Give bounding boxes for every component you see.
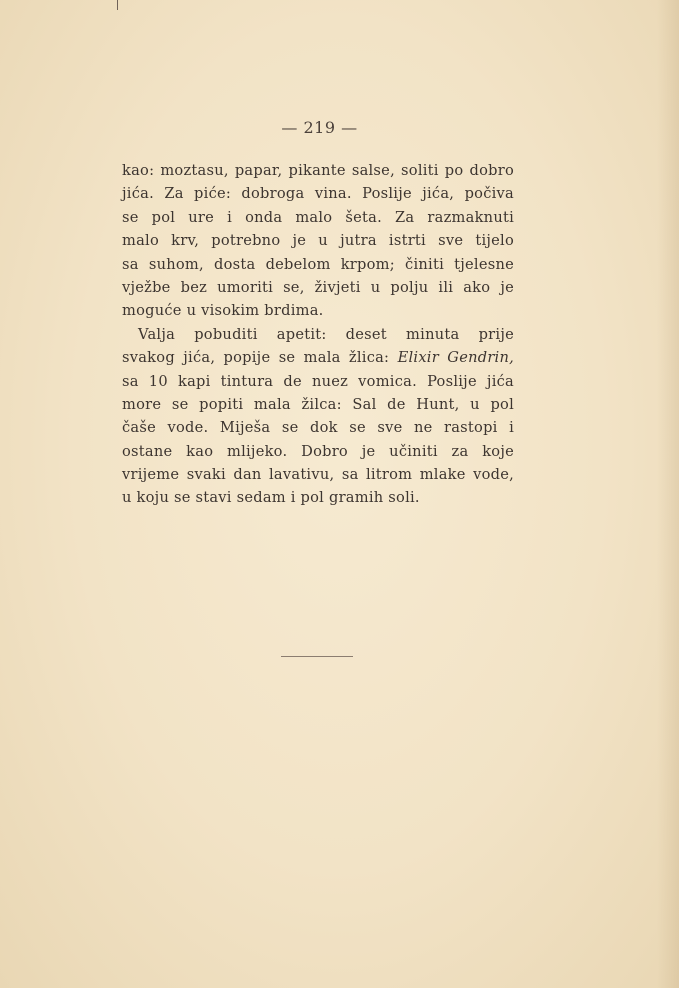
- text-fragment: svakog jića, popije se mala žlica:: [122, 349, 390, 367]
- text-line: malo krv, potrebno je u jutra istrti sve tijelo: [122, 232, 514, 250]
- text-line: vrijeme svaki dan lavativu, sa litrom mlake vode,: [122, 466, 514, 484]
- text-line: Valja pobuditi apetit: deset minuta prije: [138, 325, 514, 343]
- text-line: se pol ure i onda malo šeta. Za razmaknuti: [122, 208, 514, 226]
- text-line: čaše vode. Miješa se dok se sve ne rastopi i: [122, 419, 514, 437]
- text-line: more se popiti mala žilca: Sal de Hunt, u pol: [122, 395, 514, 413]
- text-line: sa 10 kapi tintura de nuez vomica. Poslije jića: [122, 372, 514, 390]
- body-text: [122, 159, 514, 510]
- text-line: moguće u visokim brdima.: [122, 302, 324, 320]
- page-edge-shadow: [657, 0, 679, 988]
- margin-mark: [117, 0, 118, 10]
- text-line: u koju se stavi sedam i pol gramih soli.: [122, 489, 420, 507]
- text-line: kao: moztasu, papar, pikante salse, soliti po dobro: [122, 162, 514, 179]
- italic-product-name: Elixir Gendrin,: [397, 349, 515, 367]
- text-line: sa suhom, dosta debelom krpom; činiti tjelesne: [122, 255, 514, 273]
- text-line: ostane kao mlijeko. Dobro je učiniti za koje: [122, 442, 514, 460]
- page-number: — 219 —: [281, 118, 358, 137]
- section-end-rule: [281, 656, 353, 657]
- text-line: jića. Za piće: dobroga vina. Poslije jića, počiva: [122, 185, 514, 203]
- text-line: vježbe bez umoriti se, živjeti u polju ili ako je: [122, 278, 514, 296]
- text-line-with-italic: [122, 346, 514, 369]
